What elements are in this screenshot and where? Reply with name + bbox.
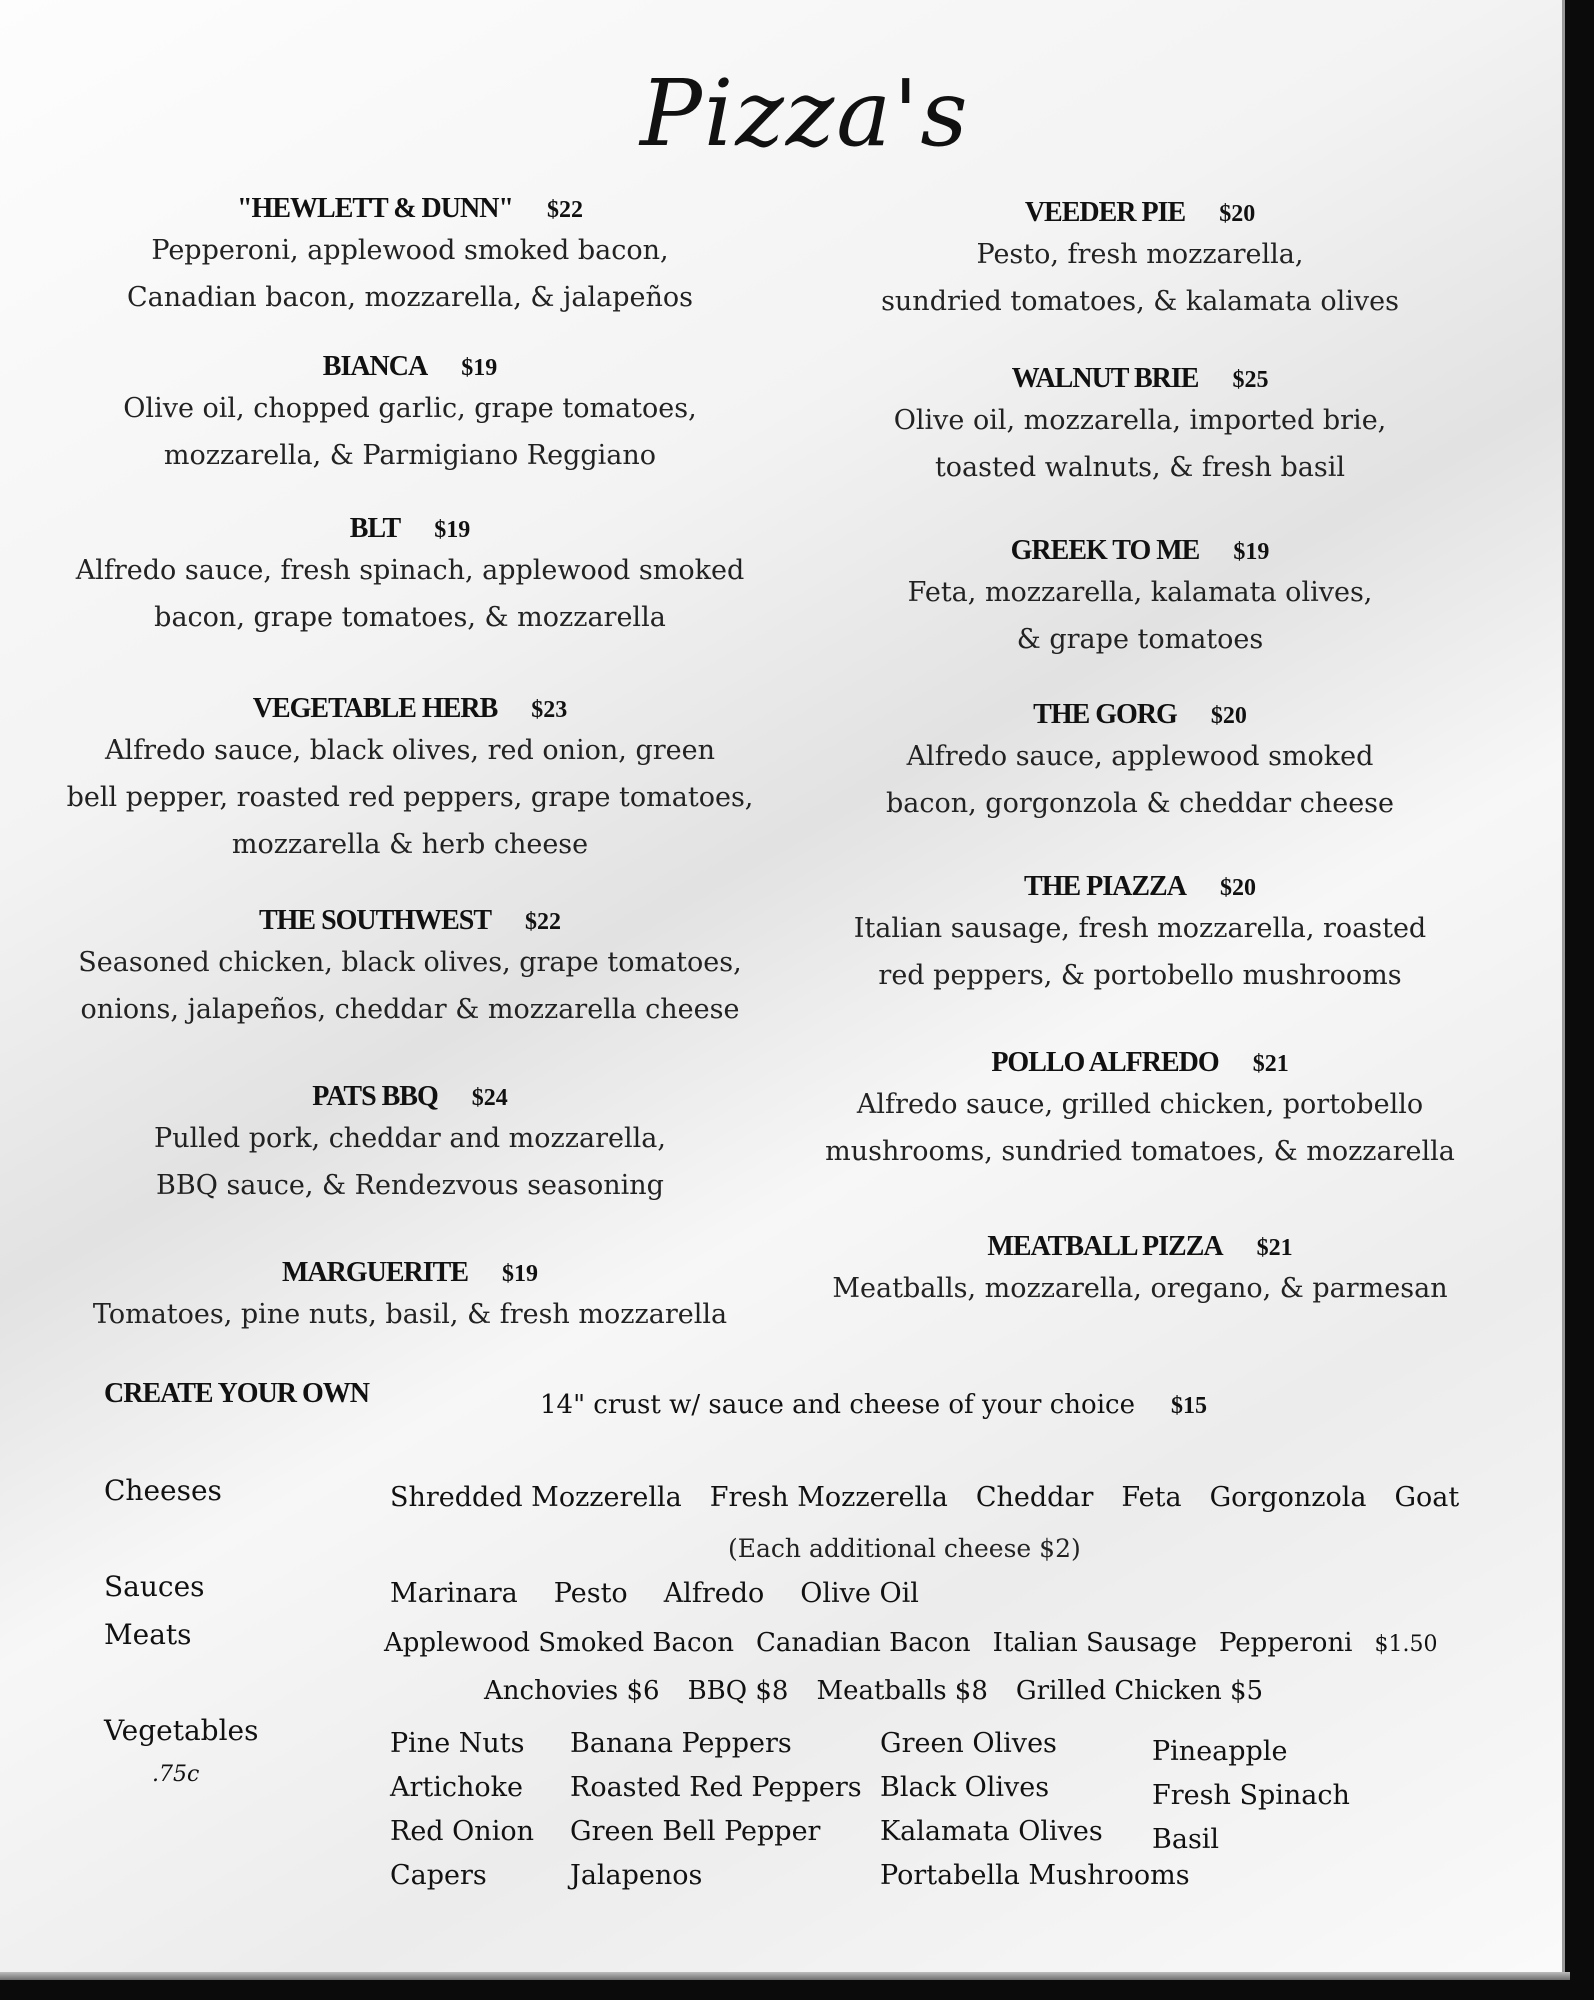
item-description: Alfredo sauce, applewood smoked bacon, gorgonzola & cheddar cheese [885, 741, 1395, 819]
item-description: Alfredo sauce, fresh spinach, applewood smoked bacon, grape tomatoes, & mozzarella [75, 555, 745, 633]
vegetable-option: Green Bell Pepper [570, 1816, 821, 1847]
item-name: PATS BBQ [312, 1081, 438, 1112]
menu-item-pats-bbq [50, 1080, 770, 1209]
vegetables-price: .75c [152, 1762, 200, 1787]
item-description: Pesto, fresh mozzarella, sundried tomatoes, & kalamata olives [881, 239, 1399, 317]
item-name: BIANCA [322, 351, 428, 382]
cheese-option: Goat [1394, 1482, 1460, 1513]
create-your-own-price: $15 [1170, 1393, 1207, 1419]
item-heading [50, 192, 770, 227]
item-heading [780, 1046, 1500, 1081]
crust-description: 14" crust w/ sauce and cheese of your choice [540, 1390, 1135, 1420]
meat-option: Applewood Smoked Bacon [384, 1628, 734, 1658]
meat-options-row-1 [384, 1628, 1465, 1658]
vegetable-column-1 [390, 1722, 534, 1898]
item-name: "HEWLETT & DUNN" [237, 193, 513, 224]
item-name: VEGETABLE HERB [252, 693, 498, 724]
item-heading [780, 698, 1500, 733]
item-price: $19 [1233, 539, 1270, 565]
menu-item-veeder-pie [780, 196, 1500, 325]
item-name: MEATBALL PIZZA [987, 1231, 1223, 1262]
sauce-option: Olive Oil [800, 1578, 919, 1609]
item-price: $22 [546, 197, 583, 223]
item-price: $19 [461, 355, 498, 381]
meats-label: Meats [104, 1618, 192, 1651]
menu-title: Pizza's [640, 60, 970, 167]
item-description: Pulled pork, cheddar and mozzarella, BBQ sauce, & Rendezvous seasoning [154, 1123, 666, 1201]
vegetable-option: Kalamata Olives [880, 1816, 1103, 1847]
additional-cheese-note: (Each additional cheese $2) [728, 1534, 1081, 1563]
item-description: Alfredo sauce, black olives, red onion, green bell pepper, roasted red peppers, grape tomatoes, mozzarella & herb cheese [66, 735, 754, 860]
menu-item-blt [50, 512, 770, 641]
item-description: Alfredo sauce, grilled chicken, portobello mushrooms, sundried tomatoes, & mozzarella [825, 1089, 1455, 1167]
meat-option: Meatballs $8 [816, 1676, 988, 1706]
create-your-own-title: CREATE YOUR OWN [104, 1378, 370, 1409]
item-price: $20 [1210, 703, 1247, 729]
item-description: Tomatoes, pine nuts, basil, & fresh mozzarella [92, 1299, 728, 1330]
item-name: THE SOUTHWEST [258, 905, 492, 936]
meat-option: Anchovies $6 [484, 1676, 660, 1706]
menu-item-walnut-brie [780, 362, 1500, 491]
menu-item-meatball-pizza [780, 1230, 1500, 1312]
item-heading [780, 362, 1500, 397]
item-price: $20 [1219, 201, 1256, 227]
menu-item-pollo-alfredo [780, 1046, 1500, 1175]
item-heading [50, 692, 770, 727]
vegetable-option: Fresh Spinach [1152, 1780, 1350, 1811]
item-heading [50, 350, 770, 385]
item-heading [780, 196, 1500, 231]
item-name: GREEK TO ME [1010, 535, 1200, 566]
item-price: $19 [434, 517, 471, 543]
item-heading [50, 1256, 770, 1291]
item-description: Seasoned chicken, black olives, grape tomatoes, onions, jalapeños, cheddar & mozzarella cheese [78, 947, 742, 1025]
meat-price: $1.50 [1374, 1632, 1438, 1657]
vegetable-option: Red Onion [390, 1816, 534, 1847]
cheese-option: Gorgonzola [1209, 1482, 1367, 1513]
item-name: POLLO ALFREDO [991, 1047, 1219, 1078]
meat-options-row-2 [484, 1676, 1291, 1706]
vegetable-column-4 [1152, 1730, 1350, 1862]
vegetable-column-2 [570, 1722, 862, 1898]
cheese-option: Cheddar [975, 1482, 1094, 1513]
vegetable-option: Black Olives [880, 1772, 1050, 1803]
item-price: $21 [1256, 1235, 1293, 1261]
sauce-options [390, 1578, 947, 1609]
item-name: MARGUERITE [281, 1257, 468, 1288]
cheese-option: Fresh Mozzerella [709, 1482, 948, 1513]
meat-option: BBQ $8 [687, 1676, 789, 1706]
page-bottom-edge [0, 1972, 1570, 1980]
item-description: Olive oil, mozzarella, imported brie, toasted walnuts, & fresh basil [893, 405, 1387, 483]
cheese-option: Shredded Mozzerella [390, 1482, 682, 1513]
vegetable-option: Basil [1152, 1824, 1220, 1855]
item-name: VEEDER PIE [1024, 197, 1186, 228]
item-name: THE PIAZZA [1024, 871, 1186, 902]
cheese-options [390, 1482, 1487, 1513]
item-heading [780, 1230, 1500, 1265]
item-price: $22 [525, 909, 562, 935]
item-description: Meatballs, mozzarella, oregano, & parmesan [832, 1273, 1448, 1304]
sauces-label: Sauces [104, 1570, 205, 1603]
item-price: $19 [502, 1261, 538, 1287]
item-name: WALNUT BRIE [1011, 363, 1199, 394]
vegetable-option: Artichoke [390, 1772, 523, 1803]
menu-item-the-piazza [780, 870, 1500, 999]
cheese-option: Feta [1121, 1482, 1182, 1513]
item-name: THE GORG [1033, 699, 1177, 730]
vegetable-option: Jalapenos [570, 1860, 703, 1891]
cheeses-label: Cheeses [104, 1474, 222, 1507]
item-description: Olive oil, chopped garlic, grape tomatoes, mozzarella, & Parmigiano Reggiano [123, 393, 697, 471]
item-price: $23 [531, 697, 568, 723]
item-price: $21 [1252, 1051, 1289, 1077]
meat-option: Italian Sausage [992, 1628, 1197, 1658]
vegetable-option: Capers [390, 1860, 487, 1891]
item-heading [780, 534, 1500, 569]
vegetable-option: Portabella Mushrooms [880, 1860, 1190, 1891]
sauce-option: Pesto [553, 1578, 628, 1609]
create-your-own-description [540, 1390, 1207, 1420]
item-price: $25 [1232, 367, 1269, 393]
item-description: Italian sausage, fresh mozzarella, roasted red peppers, & portobello mushrooms [853, 913, 1427, 991]
meat-option: Pepperoni [1218, 1628, 1353, 1658]
menu-item-bianca [50, 350, 770, 479]
menu-item-marguerite [50, 1256, 770, 1338]
item-price: $24 [471, 1085, 508, 1111]
vegetable-column-3 [880, 1722, 1190, 1898]
item-name: BLT [349, 513, 401, 544]
item-heading [50, 1080, 770, 1115]
item-price: $20 [1219, 875, 1256, 901]
vegetable-option: Pineapple [1152, 1736, 1288, 1767]
menu-item-the-southwest [50, 904, 770, 1033]
meat-option: Canadian Bacon [755, 1628, 971, 1658]
vegetable-option: Green Olives [880, 1728, 1057, 1759]
item-heading [50, 512, 770, 547]
vegetables-label: Vegetables [104, 1714, 259, 1747]
menu-item-hewlett-dunn [50, 192, 770, 321]
menu-item-the-gorg [780, 698, 1500, 827]
meat-option: Grilled Chicken $5 [1015, 1676, 1264, 1706]
menu-item-greek-to-me [780, 534, 1500, 663]
vegetable-option: Roasted Red Peppers [570, 1772, 862, 1803]
vegetable-option: Banana Peppers [570, 1728, 792, 1759]
item-heading [50, 904, 770, 939]
sauce-option: Marinara [390, 1578, 518, 1609]
vegetable-option: Pine Nuts [390, 1728, 525, 1759]
item-description: Pepperoni, applewood smoked bacon, Canadian bacon, mozzarella, & jalapeños [127, 235, 693, 313]
menu-item-vegetable-herb [50, 692, 770, 868]
item-heading [780, 870, 1500, 905]
item-description: Feta, mozzarella, kalamata olives, & grape tomatoes [907, 577, 1373, 655]
sauce-option: Alfredo [663, 1578, 765, 1609]
